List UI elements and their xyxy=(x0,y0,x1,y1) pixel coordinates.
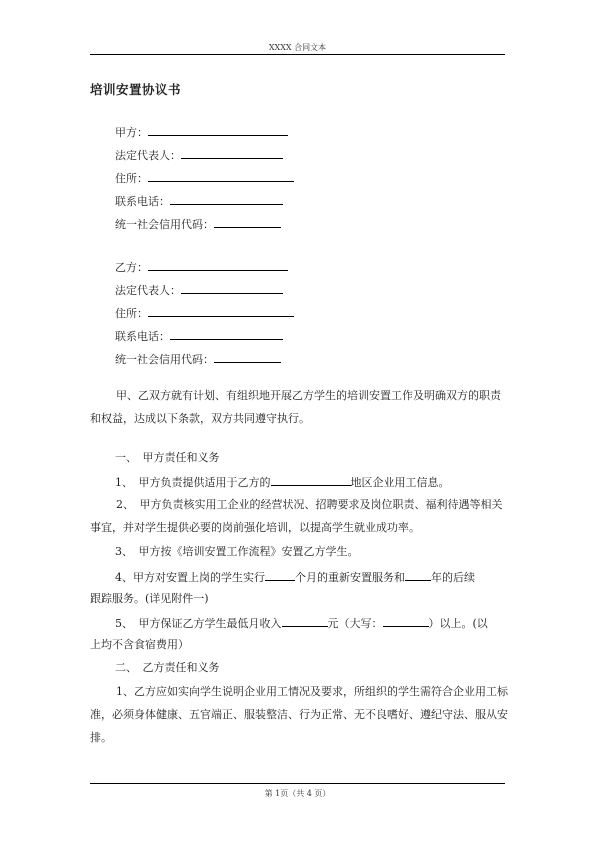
page-header: XXXX 合同文本 xyxy=(268,43,327,52)
section1-item2-text: 2、 甲方负责核实用工企业的经营状况、招聘要求及岗位职责、福利待遇等相关事宜，并对学生提供必要的岗前强化培训，以提高学生就业成功率。 xyxy=(90,498,503,534)
party-a-address-field xyxy=(115,170,294,186)
party-b-rep-label: 法定代表人： xyxy=(115,284,181,297)
section1-item5-text-a: 5、 甲方保证乙方学生最低月收入 xyxy=(115,617,282,630)
region-blank[interactable] xyxy=(271,474,351,486)
section1-item1 xyxy=(115,474,450,490)
party-a-rep-label: 法定代表人： xyxy=(115,149,181,162)
min-income-uppercase-blank[interactable] xyxy=(383,615,429,627)
party-a-name-field xyxy=(115,124,288,140)
party-b-name-field xyxy=(115,259,288,275)
intro-text: 甲、乙双方就有计划、有组织地开展乙方学生的培训安置工作及明确双方的职责和权益，达成以下条款，双方共同遵守执行。 xyxy=(90,389,501,425)
section1-item1-text-b: 地区企业用工信息。 xyxy=(350,476,450,489)
party-b-address-field xyxy=(115,305,294,321)
party-a-phone-field xyxy=(115,193,283,209)
section1-item1-text-a: 1、 甲方负责提供适用于乙方的 xyxy=(115,476,271,489)
party-b-credit-code-label: 统一社会信用代码： xyxy=(115,353,214,366)
party-b-address-label: 住所： xyxy=(115,307,148,320)
section1-item4-text-c: 年的后续 xyxy=(431,571,475,584)
party-a-credit-code-blank[interactable] xyxy=(214,216,281,228)
section1-heading: 一、 甲方责任和义务 xyxy=(115,451,220,464)
party-a-rep-field xyxy=(115,147,283,163)
party-b-credit-code-field xyxy=(115,351,281,367)
section1-item5-cont: 上均不含食宿费用） xyxy=(90,638,189,651)
party-a-phone-blank[interactable] xyxy=(170,193,283,205)
party-b-credit-code-blank[interactable] xyxy=(214,351,281,363)
party-a-name-blank[interactable] xyxy=(148,124,288,136)
document-title: 培训安置协议书 xyxy=(90,82,182,97)
section1-item5-text-b: 元（大写： xyxy=(327,617,383,630)
party-b-phone-field xyxy=(115,328,283,344)
party-b-rep-blank[interactable] xyxy=(181,282,283,294)
section1-item4 xyxy=(115,569,475,585)
section1-item5 xyxy=(115,615,488,631)
section1-item4-cont: 跟踪服务。(详见附件一) xyxy=(90,592,209,605)
party-b-rep-field xyxy=(115,282,283,298)
party-b-phone-label: 联系电话： xyxy=(115,330,170,343)
section1-item5-text-c: ）以上。(以 xyxy=(428,617,488,630)
section2-item1-text: 1、乙方应如实向学生说明企业用工情况及要求，所组织的学生需符合企业用工标准，必须身体健康、五官端正、服装整洁、行为正常、无不良嗜好、遵纪守法、服从安排。 xyxy=(90,685,508,744)
party-a-rep-blank[interactable] xyxy=(181,147,283,159)
party-b-name-blank[interactable] xyxy=(148,259,288,271)
party-a-phone-label: 联系电话： xyxy=(115,195,170,208)
header-divider xyxy=(90,54,505,55)
footer-divider xyxy=(90,783,505,784)
party-a-credit-code-label: 统一社会信用代码： xyxy=(115,218,214,231)
party-a-address-blank[interactable] xyxy=(148,170,294,182)
party-a-credit-code-field xyxy=(115,216,281,232)
section1-item4-text-a: 4、甲方对安置上岗的学生实行 xyxy=(115,571,265,584)
party-b-address-blank[interactable] xyxy=(148,305,294,317)
section2-item1 xyxy=(90,680,508,749)
page-footer: 第 1页（共 4 页） xyxy=(264,789,331,798)
party-b-phone-blank[interactable] xyxy=(170,328,283,340)
party-a-name-label: 甲方： xyxy=(115,126,148,139)
follow-up-years-blank[interactable] xyxy=(405,569,431,581)
intro-paragraph xyxy=(90,384,508,430)
reinstall-months-blank[interactable] xyxy=(265,569,295,581)
section1-item3: 3、 甲方按《培训安置工作流程》安置乙方学生。 xyxy=(115,545,359,558)
section1-item2 xyxy=(90,493,508,539)
section1-item4-text-b: 个月的重新安置服务和 xyxy=(295,571,405,584)
party-b-name-label: 乙方： xyxy=(115,261,148,274)
min-income-blank[interactable] xyxy=(282,615,328,627)
section2-heading: 二、 乙方责任和义务 xyxy=(115,661,220,674)
party-a-address-label: 住所： xyxy=(115,172,148,185)
